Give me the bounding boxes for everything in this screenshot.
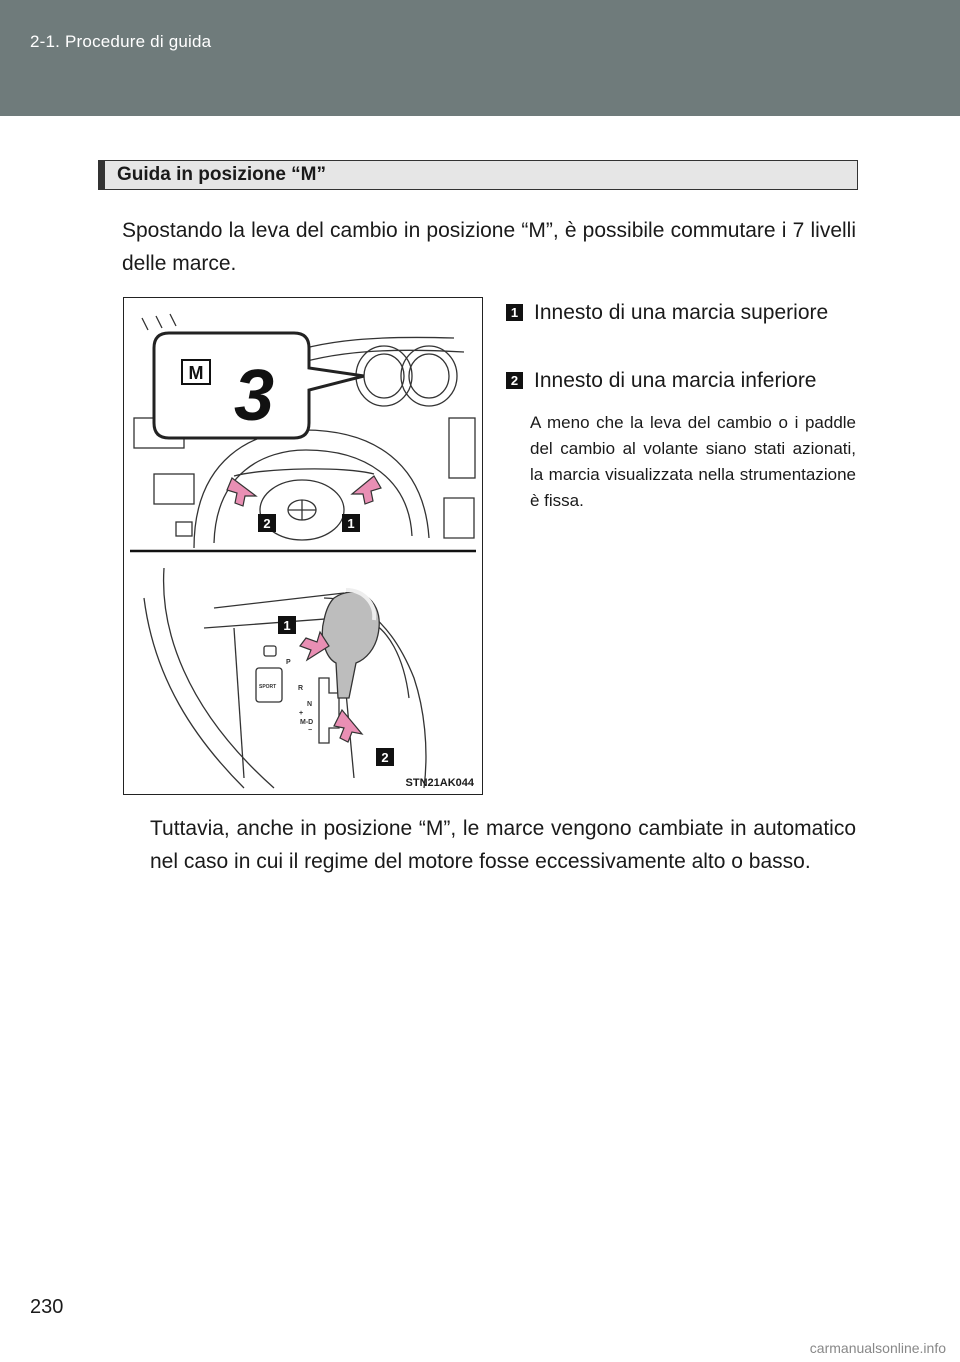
svg-text:2: 2 [263, 516, 271, 531]
section-header-accent [99, 161, 105, 189]
gate-label-r: R [298, 685, 304, 692]
mode-indicator-label: M [188, 363, 204, 383]
gear-display-digit: 3 [233, 356, 275, 436]
gate-label-minus: − [308, 727, 313, 734]
item-number-badge: 1 [506, 304, 523, 321]
note-paragraph: A meno che la leva del cambio o i paddle del cambio al volante siano stati azionati, la marcia visualizzata nella strumentazione è fissa. [530, 413, 856, 510]
figure-code: STN21AK044 [405, 777, 474, 789]
list-item-2 [506, 364, 856, 397]
callout-1-shifter [278, 616, 296, 634]
item-number-badge: 2 [506, 372, 523, 389]
gate-label-p: P [286, 659, 291, 666]
callout-2-shifter [376, 748, 394, 766]
header-bar [0, 0, 960, 116]
gate-label-plus: + [299, 710, 304, 717]
watermark: carmanualsonline.info [809, 1340, 946, 1356]
gate-label-n: N [307, 701, 313, 708]
gate-label-md: M-D [300, 719, 314, 726]
intro-paragraph: Spostando la leva del cambio in posizione “M”, è possibile commutare i 7 livelli delle marce. [122, 219, 856, 275]
callout-2-wheel [258, 514, 276, 532]
svg-text:2: 2 [381, 750, 389, 765]
list-item-1 [506, 296, 856, 329]
callout-1-wheel [342, 514, 360, 532]
svg-text:1: 1 [347, 516, 355, 531]
breadcrumb: 2-1. Procedure di guida [30, 32, 212, 51]
shift-illustration [123, 297, 483, 795]
section-title: Guida in posizione “M” [117, 164, 326, 185]
page-number: 230 [30, 1296, 64, 1318]
svg-text:1: 1 [283, 618, 291, 633]
closing-paragraph: Tuttavia, anche in posizione “M”, le marce vengono cambiate in automatico nel caso in cui il regime del motore fosse eccessivamente alto o basso. [150, 817, 856, 873]
illustration-drawing [124, 298, 483, 795]
section-header [98, 160, 858, 190]
item-text: Innesto di una marcia inferiore [534, 369, 817, 392]
sport-button-label: SPORT [259, 684, 277, 690]
item-text: Innesto di una marcia superiore [534, 301, 829, 324]
